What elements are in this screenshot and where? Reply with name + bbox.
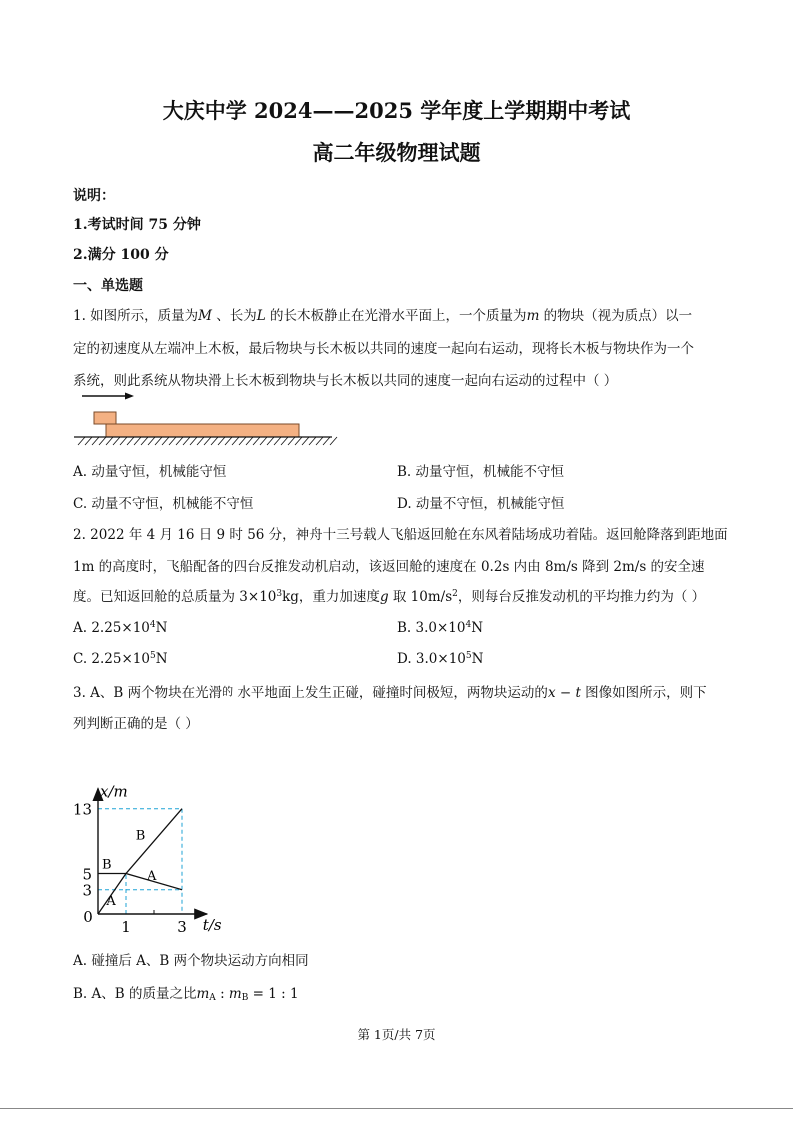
q3-text: 3. A、B 两个物块在光滑 (73, 685, 223, 701)
q3-option-a[interactable]: A. 碰撞后 A、B 两个物块运动方向相同 (73, 953, 309, 969)
q1-text: 1. 如图所示，质量为 (73, 308, 199, 324)
note-item-time: 1.考试时间 75 分钟 (73, 217, 201, 233)
q2-option-a-exp: 4 (149, 620, 156, 630)
q1-text: 、长为 (212, 308, 257, 324)
q2-option-a-unit: N (155, 620, 168, 636)
ground-hatch-stroke (323, 437, 330, 445)
ground-hatch-stroke (260, 437, 267, 445)
series-label-B-after: B (135, 828, 146, 844)
y-tick-label-5: 5 (82, 865, 92, 884)
q3-ratio-value: = 1 : 1 (248, 986, 299, 1002)
q2-option-d-exp: 5 (465, 651, 472, 661)
ground-hatch-stroke (330, 437, 337, 445)
q3-option-b[interactable] (73, 982, 299, 1003)
q3-ratio-colon: : (215, 986, 229, 1002)
q3-stem-line2: 列判断正确的是（ ） (73, 716, 199, 732)
page-footer: 第 1页/共 7页 (357, 1027, 436, 1042)
q2-stem-line3 (73, 585, 705, 605)
ground-hatch-stroke (120, 437, 127, 445)
q2-text: 取 10m/s (388, 589, 453, 605)
var-m: m (526, 308, 540, 324)
q3-xt-graph (60, 728, 280, 940)
ground-hatch-stroke (246, 437, 253, 445)
ground-hatch-stroke (176, 437, 183, 445)
ground-hatch-stroke (155, 437, 162, 445)
ground-hatch-stroke (197, 437, 204, 445)
ground-hatch-stroke (99, 437, 106, 445)
var-L: L (256, 308, 266, 324)
q1-option-d[interactable]: D. 动量不守恒，机械能守恒 (397, 496, 565, 512)
y-tick-label-3: 3 (82, 881, 92, 900)
var-M: M (198, 308, 212, 324)
note-item-score: 2.满分 100 分 (73, 247, 169, 263)
exam-subtitle: 高二年级物理试题 (312, 140, 481, 165)
q2-option-a[interactable] (73, 620, 167, 636)
q2-option-c-unit: N (155, 651, 168, 667)
ground-hatch-stroke (127, 437, 134, 445)
q2-option-c-exp: 5 (149, 651, 156, 661)
q2-option-d[interactable] (397, 651, 483, 667)
ground-hatch-stroke (162, 437, 169, 445)
y-tick-label-13: 13 (72, 800, 92, 819)
ground-hatch-stroke (225, 437, 232, 445)
bottom-rule (0, 1108, 793, 1109)
ground-hatch-stroke (85, 437, 92, 445)
q2-option-b-unit: N (471, 620, 484, 636)
q2-text: 度。已知返回舱的总质量为 3×10 (73, 589, 277, 605)
q2-stem-line2: 1m 的高度时，飞船配备的四台反推发动机启动，该返回舱的速度在 0.2s 内由 8m/s 降到 2m/s 的安全速 (73, 559, 705, 575)
small-block (94, 412, 116, 424)
ground-hatch-stroke (148, 437, 155, 445)
q1-stem-line3: 系统，则此系统从物块滑上长木板到物块与长木板以共同的速度一起向右运动的过程中（ ） (73, 373, 618, 389)
ground-hatch-stroke (253, 437, 260, 445)
ground-hatch-stroke (267, 437, 274, 445)
velocity-arrow (82, 393, 134, 400)
q2-text: ，则每台反推发动机的平均推力约为（ ） (457, 589, 706, 605)
q2-text: kg，重力加速度 (282, 589, 380, 605)
q2-stem-line1: 2. 2022 年 4 月 16 日 9 时 56 分，神舟十三号载人飞船返回舱在东风着陆场成功着陆。返回舱降落到距地面 (73, 527, 728, 543)
series-label-A-after: A (147, 868, 157, 884)
q3-text: 图像如图所示，则下 (580, 685, 707, 701)
var-m: m (196, 986, 210, 1002)
x-tick-label-3: 3 (177, 918, 187, 936)
long-board (106, 424, 299, 437)
ground-hatch-stroke (288, 437, 295, 445)
q2-option-c[interactable] (73, 651, 168, 667)
ground-hatch-stroke (295, 437, 302, 445)
ground-hatch-stroke (106, 437, 113, 445)
q2-exponent: 2 (452, 589, 458, 599)
q1-option-b[interactable]: B. 动量守恒，机械能不守恒 (397, 464, 565, 480)
q2-option-b-text: B. 3.0×10 (397, 620, 466, 636)
q2-option-b[interactable] (397, 620, 483, 636)
q1-text: 的物块（视为质点）以一 (539, 308, 693, 324)
ground-hatch-stroke (239, 437, 246, 445)
x-tick-label-1: 1 (121, 918, 131, 936)
var-g: g (379, 589, 389, 605)
y-axis-label: x/m (100, 782, 128, 801)
q2-option-a-text: A. 2.25×10 (73, 620, 150, 636)
q1-stem-line1 (73, 304, 692, 324)
ground-hatch-stroke (309, 437, 316, 445)
section-title-single-choice: 一、单选题 (73, 278, 143, 294)
q1-board-figure (70, 386, 340, 452)
ground-hatch-stroke (211, 437, 218, 445)
q3-text: 水平地面上发生正碰，碰撞时间极短，两物块运动的 (233, 685, 548, 701)
chart-series (98, 809, 182, 914)
q3-text: 的 (222, 685, 234, 698)
ground-hatch-stroke (232, 437, 239, 445)
q2-exponent: 3 (276, 589, 283, 599)
q1-text: 的长木板静止在光滑水平面上，一个质量为 (265, 308, 527, 324)
ground-hatch-stroke (204, 437, 211, 445)
tick-label-origin: 0 (83, 908, 93, 926)
q2-option-d-text: D. 3.0×10 (397, 651, 466, 667)
x-axis-label: t/s (202, 916, 222, 934)
exam-title: 大庆中学 2024——2025 学年度上学期期中考试 (162, 98, 631, 123)
ground-hatch-stroke (92, 437, 99, 445)
q3-stem-line1 (73, 681, 707, 701)
ground-hatch-stroke (169, 437, 176, 445)
q1-option-c[interactable]: C. 动量不守恒，机械能不守恒 (73, 496, 254, 512)
q2-option-c-text: C. 2.25×10 (73, 651, 150, 667)
ground-hatch-stroke (141, 437, 148, 445)
ground-hatch-stroke (183, 437, 190, 445)
q1-stem-line2: 定的初速度从左端冲上木板，最后物块与长木板以共同的速度一起向右运动，现将长木板与物块作为一个 (73, 341, 694, 357)
var-m: m (228, 986, 242, 1002)
q1-option-a[interactable]: A. 动量守恒，机械能守恒 (73, 464, 227, 480)
q2-option-b-exp: 4 (465, 620, 472, 630)
q2-option-d-unit: N (471, 651, 484, 667)
sub-A: A (209, 993, 216, 1003)
ground-hatch-stroke (78, 437, 85, 445)
series-label-B-before: B (102, 857, 112, 873)
ground-hatch-stroke (302, 437, 309, 445)
ground-hatch-stroke (218, 437, 225, 445)
ground-hatch-stroke (316, 437, 323, 445)
sub-B: B (241, 993, 249, 1003)
series-label-A-before: A (106, 894, 116, 910)
ground-hatch-stroke (281, 437, 288, 445)
ground-hatch (78, 437, 337, 445)
ground-hatch-stroke (134, 437, 141, 445)
ground-hatch-stroke (274, 437, 281, 445)
var-x-t: x − t (547, 685, 581, 701)
q3-option-b-text: B. A、B 的质量之比 (73, 986, 197, 1002)
ground-hatch-stroke (113, 437, 120, 445)
notes-label: 说明： (73, 188, 115, 204)
ground-hatch-stroke (190, 437, 197, 445)
